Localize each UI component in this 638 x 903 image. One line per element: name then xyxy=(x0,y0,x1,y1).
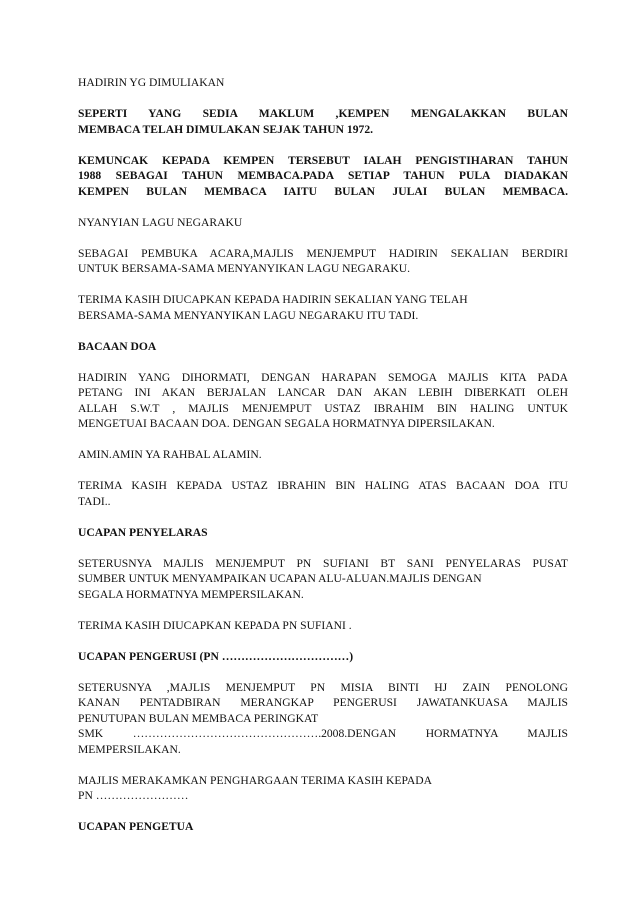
text-line: SEBAGAI PEMBUKA ACARA,MAJLIS MENJEMPUT HADIRIN SEKALIAN BERDIRI xyxy=(78,246,568,260)
section-heading xyxy=(78,525,568,541)
section-heading xyxy=(78,649,568,665)
paragraph xyxy=(78,447,568,463)
text-line: KANAN PENTADBIRAN MERANGKAP PENGERUSI JAWATANKUASA MAJLIS xyxy=(78,696,568,709)
paragraph xyxy=(78,75,568,91)
text-line: MAJLIS MERAKAMKAN PENGHARGAAN TERIMA KASIH KEPADA xyxy=(78,773,432,787)
text-line: HADIRIN YANG DIHORMATI, DENGAN HARAPAN SEMOGA MAJLIS KITA PADA xyxy=(78,370,568,384)
text-line: SETERUSNYA ,MAJLIS MENJEMPUT PN MISIA BINTI HJ ZAIN PENOLONG xyxy=(78,680,568,694)
text-line: UCAPAN PENGETUA xyxy=(78,820,194,833)
text-line: KEMPEN BULAN MEMBACA IAITU BULAN JULAI BULAN MEMBACA. xyxy=(78,184,568,198)
text-line: SMK ………………………………………….2008.DENGAN HORMATNYA MAJLIS xyxy=(78,727,568,740)
paragraph xyxy=(78,246,568,277)
paragraph xyxy=(78,370,568,432)
text-line: SETERUSNYA MAJLIS MENJEMPUT PN SUFIANI BT SANI PENYELARAS PUSAT xyxy=(78,556,568,570)
paragraph xyxy=(78,680,568,758)
text-line: PN …………………… xyxy=(78,789,189,802)
text-line: TERIMA KASIH DIUCAPKAN KEPADA HADIRIN SEKALIAN YANG TELAH xyxy=(78,293,468,306)
text-line: TADI.. xyxy=(78,494,111,508)
text-line: SEGALA HORMATNYA MEMPERSILAKAN. xyxy=(78,587,304,601)
text-line: SUMBER UNTUK MENYAMPAIKAN UCAPAN ALU-ALUAN.MAJLIS DENGAN xyxy=(78,572,482,585)
text-line: MEMPERSILAKAN. xyxy=(78,742,181,756)
text-line: HADIRIN YG DIMULIAKAN xyxy=(78,76,225,89)
text-line: AMIN.AMIN YA RAHBAL ALAMIN. xyxy=(78,448,262,461)
document-page xyxy=(78,75,568,850)
text-line: UCAPAN PENGERUSI (PN ……………………………) xyxy=(78,649,354,663)
paragraph xyxy=(78,106,568,137)
paragraph xyxy=(78,153,568,200)
paragraph xyxy=(78,618,568,634)
text-line: UCAPAN PENYELARAS xyxy=(78,525,208,539)
text-line: UNTUK BERSAMA-SAMA MENYANYIKAN LAGU NEGARAKU. xyxy=(78,262,411,275)
paragraph xyxy=(78,292,568,323)
text-line: BERSAMA-SAMA MENYANYIKAN LAGU NEGARAKU ITU TADI. xyxy=(78,308,419,322)
text-line: TERIMA KASIH KEPADA USTAZ IBRAHIN BIN HALING ATAS BACAAN DOA ITU xyxy=(78,479,568,492)
paragraph xyxy=(78,215,568,231)
text-line: BACAAN DOA xyxy=(78,339,157,353)
paragraph xyxy=(78,773,568,804)
text-line: KEMUNCAK KEPADA KEMPEN TERSEBUT IALAH PENGISTIHARAN TAHUN xyxy=(78,153,568,167)
text-line: NYANYIAN LAGU NEGARAKU xyxy=(78,215,243,229)
text-line: ALLAH S.W.T , MAJLIS MENJEMPUT USTAZ IBRAHIM BIN HALING UNTUK xyxy=(78,401,568,415)
text-line: PENUTUPAN BULAN MEMBACA PERINGKAT xyxy=(78,711,319,725)
text-line: TERIMA KASIH DIUCAPKAN KEPADA PN SUFIANI . xyxy=(78,618,352,632)
paragraph xyxy=(78,478,568,509)
text-line: SEPERTI YANG SEDIA MAKLUM ,KEMPEN MENGALAKKAN BULAN xyxy=(78,107,568,120)
section-heading xyxy=(78,819,568,835)
text-line: PETANG INI AKAN BERJALAN LANCAR DAN AKAN LEBIH DIBERKATI OLEH xyxy=(78,386,568,399)
text-line: MEMBACA TELAH DIMULAKAN SEJAK TAHUN 1972. xyxy=(78,122,374,136)
text-line: MENGETUAI BACAAN DOA. DENGAN SEGALA HORMATNYA DIPERSILAKAN. xyxy=(78,417,495,430)
section-heading xyxy=(78,339,568,355)
paragraph xyxy=(78,556,568,603)
text-line: 1988 SEBAGAI TAHUN MEMBACA.PADA SETIAP TAHUN PULA DIADAKAN xyxy=(78,169,568,182)
